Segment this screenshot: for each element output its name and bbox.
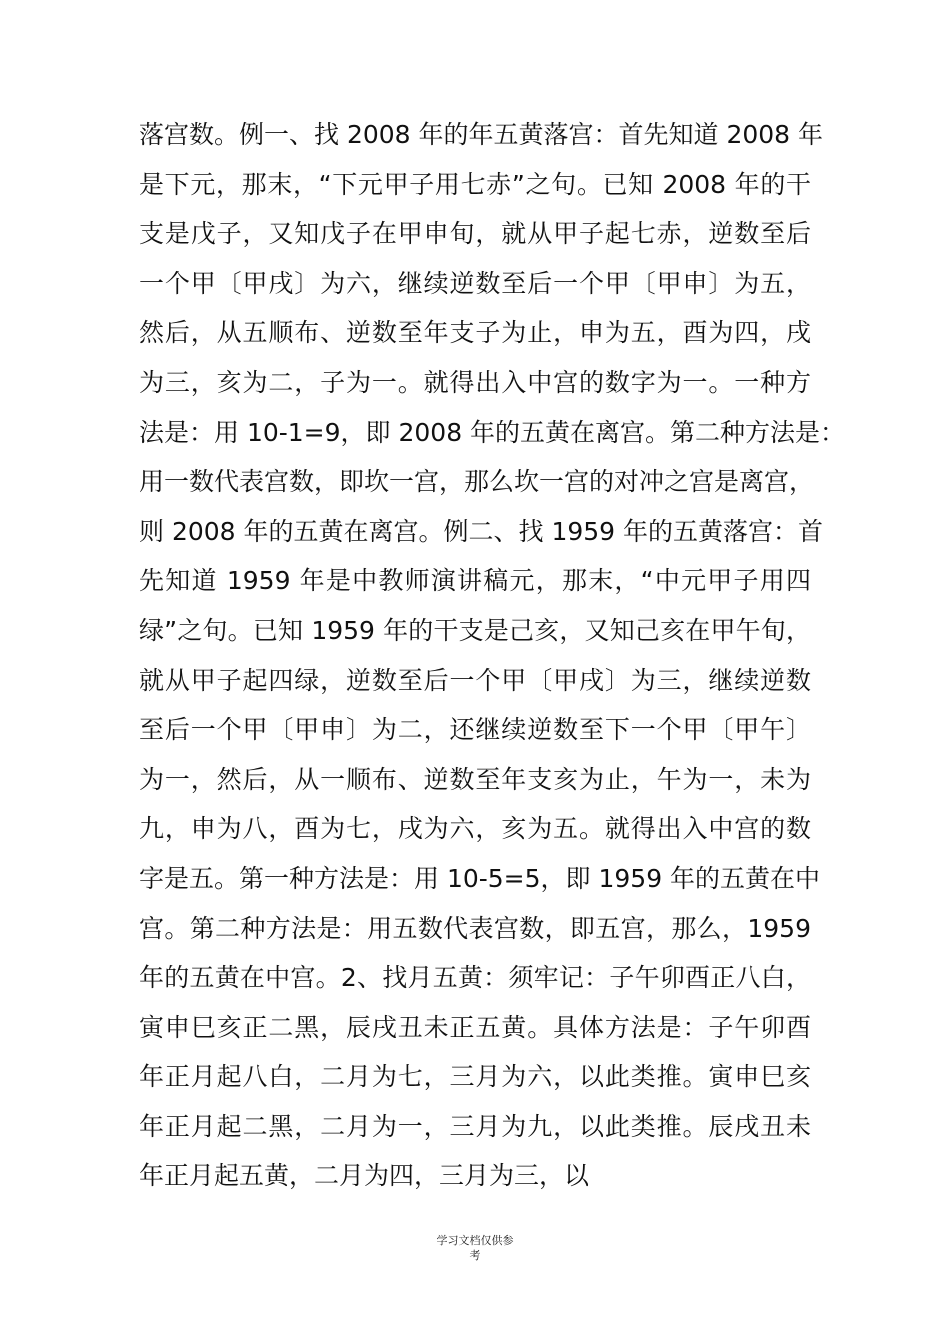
- footer-line-2: 考: [469, 1249, 481, 1262]
- page-footer: [0, 1233, 950, 1263]
- text-line-6: 为三，亥为二，子为一。就得出入中宫的数字为一。一种方: [139, 367, 811, 397]
- text-line-17: 宫。第二种方法是：用五数代表宫数，即五宫，那么，1959: [139, 913, 811, 943]
- text-line-13: 至后一个甲〔甲申〕为二，还继续逆数至下一个甲〔甲午〕: [139, 715, 811, 745]
- text-line-3: 支是戊子，又知戊子在甲申旬，就从甲子起七赤，逆数至后: [139, 219, 811, 249]
- text-line-1: 落宫数。例一、找 2008 年的年五黄落宫：首先知道 2008 年: [139, 120, 824, 149]
- text-line-20: 年正月起八白，二月为七，三月为六，以此类推。寅申巳亥: [139, 1062, 811, 1092]
- text-line-21: 年正月起二黑，二月为一，三月为九，以此类推。辰戌丑未: [139, 1111, 811, 1141]
- text-line-4: 一个甲〔甲戌〕为六，继续逆数至后一个甲〔甲申〕为五，: [139, 268, 811, 298]
- text-line-2: 是下元，那末，“下元甲子用七赤”之句。已知 2008 年的干: [139, 169, 812, 199]
- text-line-7: 法是：用 10-1=9，即 2008 年的五黄在离宫。第二种方法是：: [139, 417, 846, 447]
- text-line-8: 用一数代表宫数，即坎一宫，那么坎一宫的对冲之宫是离宫，: [139, 467, 815, 497]
- footer-line-1: 学习文档仅供参: [436, 1234, 514, 1247]
- text-line-5: 然后，从五顺布、逆数至年支子为止，申为五，酉为四，戌: [139, 318, 811, 348]
- body-text: [139, 110, 846, 1201]
- text-line-22: 年正月起五黄，二月为四，三月为三，以: [139, 1161, 590, 1191]
- text-line-15: 九，申为八，酉为七，戌为六，亥为五。就得出入中宫的数: [139, 814, 811, 844]
- text-line-9: 则 2008 年的五黄在离宫。例二、找 1959 年的五黄落宫：首: [139, 516, 824, 546]
- text-line-18: 年的五黄在中宫。2、找月五黄：须牢记：子午卯酉正八白，: [139, 963, 811, 993]
- text-line-14: 为一，然后，从一顺布、逆数至年支亥为止，午为一，未为: [139, 764, 811, 794]
- text-line-12: 就从甲子起四绿，逆数至后一个甲〔甲戌〕为三，继续逆数: [139, 665, 811, 695]
- text-line-11: 绿”之句。已知 1959 年的干支是己亥，又知己亥在甲午旬，: [139, 615, 811, 645]
- text-line-10: 先知道 1959 年是中教师演讲稿元，那末，“中元甲子用四: [139, 566, 811, 596]
- text-line-16: 字是五。第一种方法是：用 10-5=5，即 1959 年的五黄在中: [139, 863, 821, 893]
- text-line-19: 寅申巳亥正二黑，辰戌丑未正五黄。具体方法是：子午卯酉: [139, 1012, 811, 1042]
